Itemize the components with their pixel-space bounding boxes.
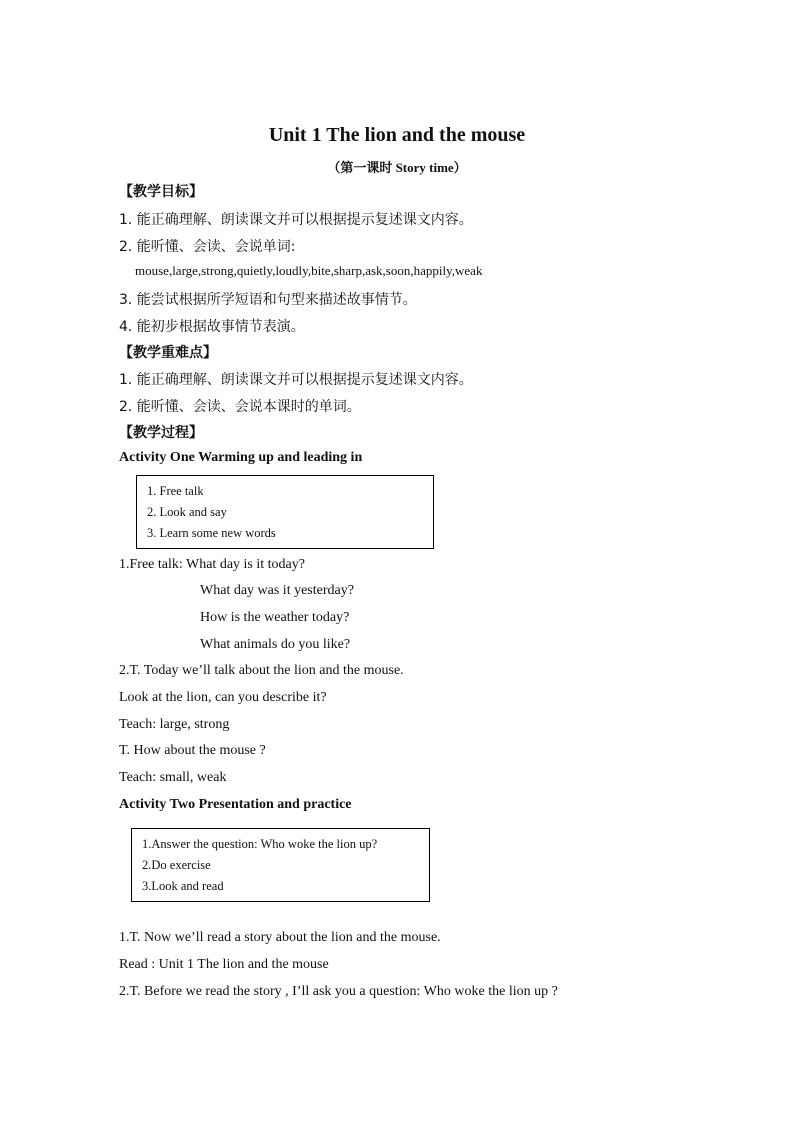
key-point-item: 1. 能正确理解、朗读课文并可以根据提示复述课文内容。 (119, 372, 473, 388)
box-item: 2.Do exercise (142, 858, 211, 872)
box-item: 3.Look and read (142, 879, 224, 893)
objective-item: 4. 能初步根据故事情节表演。 (119, 319, 305, 335)
text-line: Teach: small, weak (119, 770, 227, 785)
box-item: 1. Free talk (147, 484, 204, 498)
box-item: 3. Learn some new words (147, 526, 276, 540)
text-line: Read : Unit 1 The lion and the mouse (119, 957, 329, 972)
section-heading-key-points: 【教学重难点】 (119, 345, 217, 361)
text-line: Teach: large, strong (119, 717, 230, 732)
text-line: 1.T. Now we’ll read a story about the lion and the mouse. (119, 930, 441, 945)
activity-two-title: Activity Two Presentation and practice (119, 797, 352, 812)
activity-two-box (131, 828, 430, 902)
section-heading-objectives: 【教学目标】 (119, 184, 203, 200)
text-line: Look at the lion, can you describe it? (119, 690, 327, 705)
page-subtitle: （第一课时 Story time） (327, 160, 467, 175)
text-line: What animals do you like? (200, 637, 351, 652)
page-title: Unit 1 The lion and the mouse (268, 124, 526, 146)
text-line: 2.T. Before we read the story , I’ll ask you a question: Who woke the lion up ? (119, 984, 558, 999)
objective-item: 2. 能听懂、会读、会说单词: (119, 239, 296, 255)
text-line: What day was it yesterday? (200, 583, 354, 598)
objective-item: 1. 能正确理解、朗读课文并可以根据提示复述课文内容。 (119, 212, 473, 228)
text-line: How is the weather today? (200, 610, 350, 625)
activity-one-box (136, 475, 434, 549)
text-line: T. How about the mouse ? (119, 743, 266, 758)
key-point-item: 2. 能听懂、会读、会说本课时的单词。 (119, 399, 361, 415)
text-line: 2.T. Today we’ll talk about the lion and the mouse. (119, 663, 404, 678)
box-item: 1.Answer the question: Who woke the lion up? (142, 837, 378, 851)
activity-one-title: Activity One Warming up and leading in (119, 450, 363, 465)
vocabulary-list: mouse,large,strong,quietly,loudly,bite,sharp,ask,soon,happily,weak (135, 263, 483, 278)
section-heading-process: 【教学过程】 (119, 425, 203, 441)
text-line: 1.Free talk: What day is it today? (119, 557, 305, 572)
objective-item: 3. 能尝试根据所学短语和句型来描述故事情节。 (119, 292, 417, 308)
box-item: 2. Look and say (147, 505, 227, 519)
